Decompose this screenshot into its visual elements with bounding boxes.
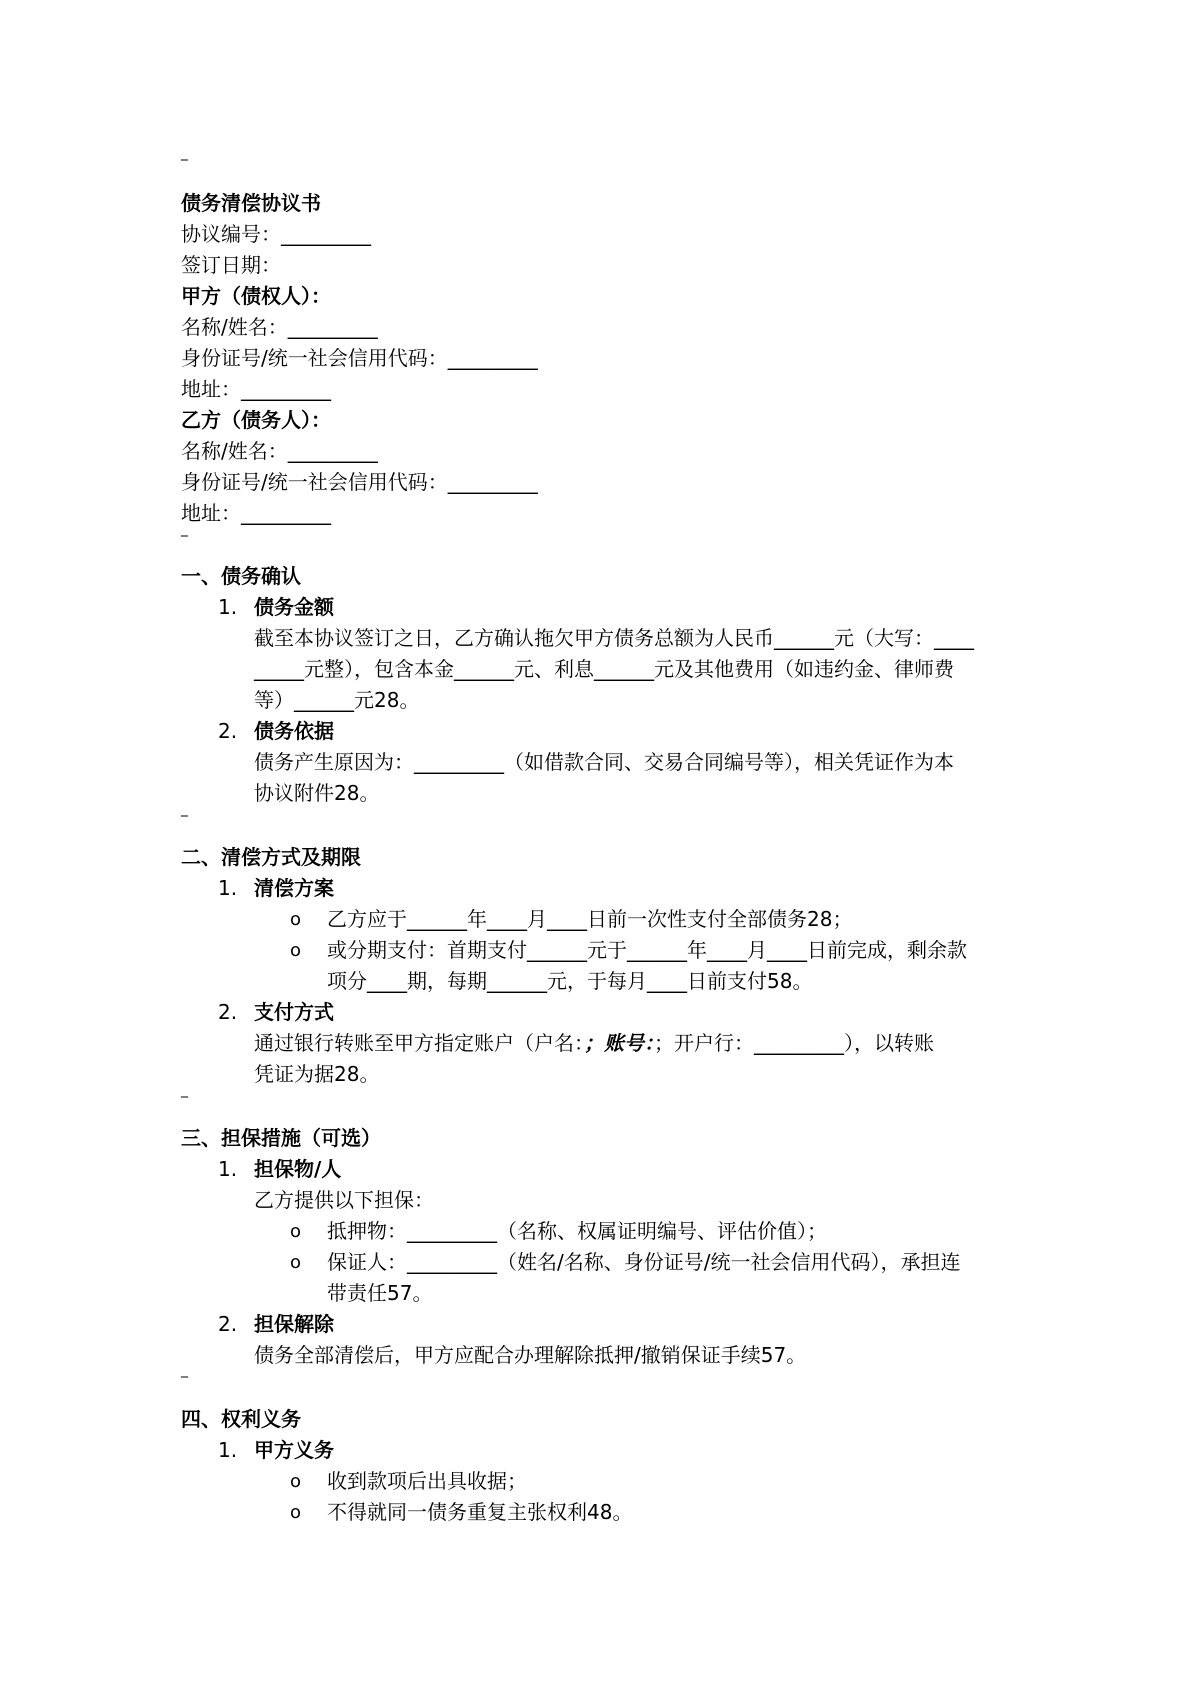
list-number: 1. bbox=[218, 595, 238, 619]
agreement-number: 协议编号：_________ bbox=[181, 222, 371, 246]
debt-basis-title: 债务依据 bbox=[254, 719, 334, 743]
payment-method-text-2: 凭证为据28。 bbox=[254, 1062, 380, 1086]
guarantee-intro: 乙方提供以下担保： bbox=[254, 1188, 434, 1212]
debt-basis-text-2: 协议附件28。 bbox=[254, 781, 380, 805]
installment-option-2: 项分____期，每期______元，于每月____日前支付58。 bbox=[327, 969, 813, 993]
bullet-icon: o bbox=[290, 1252, 302, 1273]
payment-method-text-c: ；开户行：_________），以转账 bbox=[654, 1031, 934, 1055]
paragraph-marker: _ bbox=[181, 801, 188, 817]
paragraph-marker: _ bbox=[181, 1082, 188, 1098]
bullet-icon: o bbox=[290, 1471, 302, 1492]
duty-receipt: 收到款项后出具收据； bbox=[327, 1469, 527, 1493]
party-b-name: 名称/姓名：_________ bbox=[181, 439, 378, 463]
duty-no-duplicate-claim: 不得就同一债务重复主张权利48。 bbox=[327, 1500, 633, 1524]
section-3-heading: 三、担保措施（可选） bbox=[181, 1126, 381, 1150]
debt-basis-text-1: 债务产生原因为：_________（如借款合同、交易合同编号等），相关凭证作为本 bbox=[254, 750, 954, 774]
party-b-address: 地址：_________ bbox=[181, 501, 331, 525]
sign-date: 签订日期： bbox=[181, 253, 281, 277]
guarantor-item-1: 保证人：_________（姓名/名称、身份证号/统一社会信用代码），承担连 bbox=[327, 1250, 961, 1274]
list-number: 1. bbox=[218, 1438, 238, 1462]
party-b-id: 身份证号/统一社会信用代码：_________ bbox=[181, 470, 538, 494]
guarantee-title: 担保物/人 bbox=[254, 1157, 342, 1181]
installment-option-1: 或分期支付：首期支付______元于______年____月____日前完成，剩余款 bbox=[327, 938, 967, 962]
lump-sum-option: 乙方应于______年____月____日前一次性支付全部债务28； bbox=[327, 907, 853, 931]
payment-method-text-1 bbox=[254, 1028, 934, 1059]
payment-method-text-a: 通过银行转账至甲方指定账户（户名： bbox=[254, 1031, 584, 1055]
section-2-heading: 二、清偿方式及期限 bbox=[181, 845, 361, 869]
party-a-address: 地址：_________ bbox=[181, 377, 331, 401]
section-4-heading: 四、权利义务 bbox=[181, 1407, 301, 1431]
bullet-icon: o bbox=[290, 1221, 302, 1242]
list-number: 2. bbox=[218, 1312, 238, 1336]
collateral-item: 抵押物：_________（名称、权属证明编号、评估价值）； bbox=[327, 1219, 827, 1243]
list-number: 1. bbox=[218, 876, 238, 900]
payment-method-title: 支付方式 bbox=[254, 1000, 334, 1024]
list-number: 1. bbox=[218, 1157, 238, 1181]
section-1-heading: 一、债务确认 bbox=[181, 564, 301, 588]
paragraph-marker: _ bbox=[181, 145, 188, 161]
debt-amount-text-1: 截至本协议签订之日，乙方确认拖欠甲方债务总额为人民币______元（大写：____ bbox=[254, 626, 974, 650]
debt-amount-title: 债务金额 bbox=[254, 595, 334, 619]
guarantee-release-text: 债务全部清偿后，甲方应配合办理解除抵押/撤销保证手续57。 bbox=[254, 1343, 807, 1367]
account-number-label: ；账号： bbox=[584, 1031, 654, 1055]
repayment-plan-title: 清偿方案 bbox=[254, 876, 334, 900]
list-number: 2. bbox=[218, 719, 238, 743]
paragraph-marker: _ bbox=[181, 521, 188, 537]
bullet-icon: o bbox=[290, 909, 302, 930]
bullet-icon: o bbox=[290, 940, 302, 961]
guarantor-item-2: 带责任57。 bbox=[327, 1281, 433, 1305]
list-number: 2. bbox=[218, 1000, 238, 1024]
paragraph-marker: _ bbox=[181, 1362, 188, 1378]
party-a-name: 名称/姓名：_________ bbox=[181, 315, 378, 339]
bullet-icon: o bbox=[290, 1502, 302, 1523]
document-title: 债务清偿协议书 bbox=[181, 191, 321, 215]
debt-amount-text-2: _____元整），包含本金______元、利息______元及其他费用（如违约金、律师费 bbox=[254, 657, 954, 681]
guarantee-release-title: 担保解除 bbox=[254, 1312, 334, 1336]
debt-amount-text-3: 等）______元28。 bbox=[254, 688, 420, 712]
party-a-id: 身份证号/统一社会信用代码：_________ bbox=[181, 346, 538, 370]
party-a-duties-title: 甲方义务 bbox=[254, 1438, 334, 1462]
party-a-heading: 甲方（债权人）： bbox=[181, 284, 331, 308]
party-b-heading: 乙方（债务人）： bbox=[181, 408, 331, 432]
